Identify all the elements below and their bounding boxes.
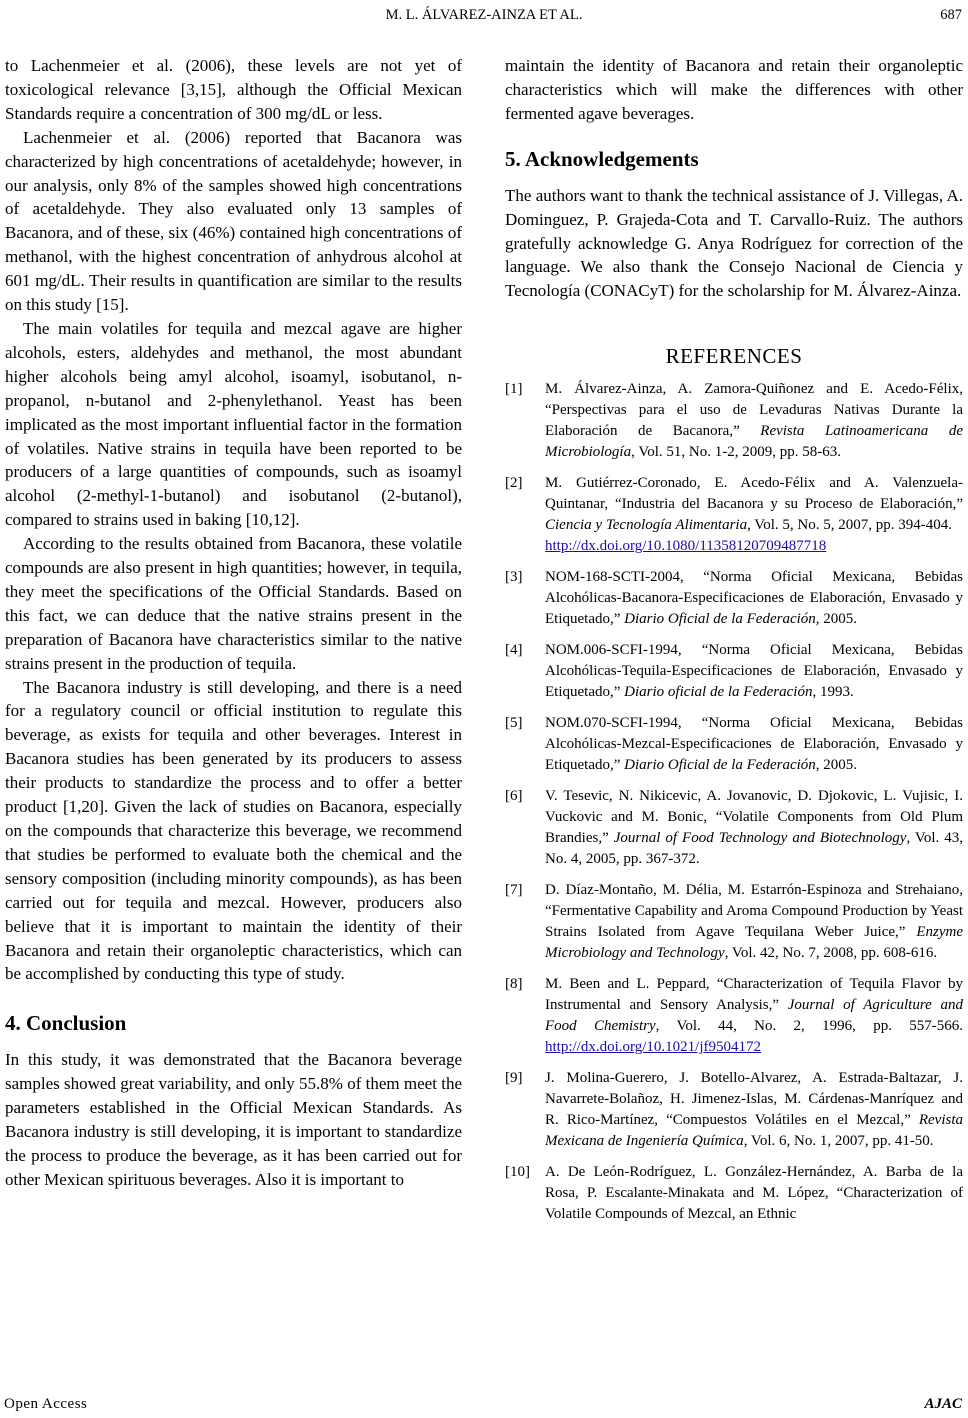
- right-column: [505, 54, 963, 1235]
- section-heading-conclusion: 4. Conclusion: [5, 1011, 127, 1036]
- reference-text: V. Tesevic, N. Nikicevic, A. Jovanovic, D. Djokovic, L. Vujisic, I. Vuckovic and M. Bonic, “Volatile Components from Old Plum Brandies,”: [545, 788, 963, 847]
- reference-journal: Journal of Agriculture and Food Chemistry: [545, 997, 963, 1035]
- reference-text: J. Molina-Guerero, J. Botello-Alvarez, A. Estrada-Baltazar, J. Navarrete-Bolañoz, H. Jimenez-Islas, M. Cárdenas-Manríquez and R. Rico-Martínez, “Compuestos Volátiles en el Mezcal,”: [545, 1070, 963, 1129]
- paragraph: to Lachenmeier et al. (2006), these levels are not yet of toxicological relevance [3,15], although the Official Mexican Standards require a concentration of 300 mg/dL or less.: [5, 56, 462, 123]
- reference-journal: Diario Oficial de la Federación: [624, 757, 816, 774]
- reference-journal: Diario Oficial de la Federación: [624, 611, 816, 628]
- reference-number: [8]: [505, 976, 523, 993]
- reference-list: [505, 379, 963, 1225]
- reference-number: [5]: [505, 715, 523, 732]
- reference-text: M. Álvarez-Ainza, A. Zamora-Quiñonez and E. Acedo-Félix, “Perspectivas para el uso de Levaduras Nativas Durante la Elaboración de Bacanora,”: [545, 381, 963, 440]
- reference-number: [4]: [505, 642, 523, 659]
- reference-journal: Ciencia y Tecnología Alimentaria: [545, 517, 748, 534]
- page-header: [0, 7, 968, 27]
- reference-details: , 1993.: [812, 684, 854, 701]
- reference-journal: Revista Latinoamericana de Microbiología: [545, 423, 963, 461]
- reference-doi-link[interactable]: http://dx.doi.org/10.1021/jf9504172: [545, 1039, 761, 1056]
- paragraph: The Bacanora industry is still developing, and there is a need for a regulatory council or official institution to regulate this beverage, as exists for tequila and other beverages. Interest in Bacanora studies has been generated by its producers to assess their products to standardize the process and to offer a better product [1,20]. Given the lack of studies on Bacanora, especially on the compounds that characterize this beverage, we recommend that studies be performed to evaluate both the chemical and the sensory composition (including minority compounds), as has been carried out for tequila and mezcal. However, producers also believe that it is important to maintain the identity of their Bacanora and retain their organoleptic characteristics, which can be accomplished by conducting this type of study.: [5, 677, 462, 984]
- paragraph: Lachenmeier et al. (2006) reported that Bacanora was characterized by high concentrations of acetaldehyde; however, in our analysis, only 8% of the samples showed high concentrations of acetaldehyde. They also evaluated only 13 samples of Bacanora, and of these, six (46%) contained high concentrations of methanol, with the highest concentration of anhydrous alcohol at 601 mg/dL. Their results in quantification are similar to the results on this study [15].: [5, 127, 462, 315]
- reference-journal: Enzyme Microbiology and Technology: [545, 924, 963, 962]
- reference-number: [9]: [505, 1070, 523, 1087]
- reference-journal: Journal of Food Technology and Biotechnology: [613, 830, 907, 847]
- reference-number: [7]: [505, 882, 523, 899]
- reference-text: NOM.006-SCFI-1994, “Norma Oficial Mexicana, Bebidas Alcohólicas-Tequila-Especificaciones de Elaboración, Envasado y Etiquetado,”: [545, 642, 963, 701]
- reference-item: [505, 640, 963, 703]
- reference-item: [505, 713, 963, 776]
- paragraph: The main volatiles for tequila and mezcal agave are higher alcohols, esters, aldehydes and methanol, the most abundant higher alcohols being amyl alcohol, isoamyl, isobutanol, n-propanol, n-butanol and 2-phenylethanol. Yeast has been implicated as the most important influential factor in the formation of volatiles. Native strains in tequila have been reported to be producers of a large quantities of compounds, such as isoamyl alcohol (2-methyl-1-butanol) and isobutanol (2-butanol), compared to strains used in baking [10,12].: [5, 318, 462, 530]
- page-number: 687: [940, 7, 962, 23]
- reference-item: [505, 786, 963, 870]
- reference-text: M. Gutiérrez-Coronado, E. Acedo-Félix and A. Valenzuela-Quintanar, “Industria del Bacanora y su Proceso de Elaboración,”: [545, 475, 963, 513]
- reference-details: , Vol. 44, No. 2, 1996, pp. 557-566.: [655, 1018, 964, 1035]
- reference-details: , Vol. 5, No. 5, 2007, pp. 394-404.: [747, 517, 952, 534]
- reference-details: , 2005.: [815, 757, 858, 774]
- reference-journal: Diario oficial de la Federación: [624, 684, 813, 701]
- reference-item: [505, 379, 963, 463]
- reference-text: M. Been and L. Peppard, “Characterization of Tequila Flavor by Instrumental and Sensory Analysis,”: [545, 976, 963, 1014]
- paragraph: According to the results obtained from Bacanora, these volatile compounds are also present in high quantities; however, in tequila, they meet the specifications of the Official Standards. Based on this fact, we can deduce that the native strains present in the preparation of Bacanora have characteristics similar to the native strains present in the production of tequila.: [5, 534, 462, 673]
- reference-details: , Vol. 42, No. 7, 2008, pp. 608-616.: [724, 945, 938, 962]
- reference-number: [6]: [505, 788, 523, 805]
- reference-text: NOM-168-SCTI-2004, “Norma Oficial Mexicana, Bebidas Alcohólicas-Bacanora-Especificaciones de Elaboración, Envasado y Etiquetado,”: [545, 569, 963, 628]
- reference-details: , 2005.: [815, 611, 858, 628]
- reference-details: , Vol. 6, No. 1, 2007, pp. 41-50.: [743, 1133, 934, 1150]
- reference-text: D. Díaz-Montaño, M. Délia, M. Estarrón-Espinoza and Strehaiano, “Fermentative Capability and Aroma Compound Production by Yeast Strains Isolated from Agave Tequilana Weber Juice,”: [545, 882, 963, 941]
- running-title: M. L. ÁLVAREZ-AINZA ET AL.: [385, 7, 583, 23]
- footer-journal-abbrev: AJAC: [924, 1396, 962, 1412]
- reference-details: , Vol. 43, No. 4, 2005, pp. 367-372.: [545, 830, 963, 868]
- reference-item: [505, 473, 963, 557]
- reference-item: [505, 974, 963, 1058]
- reference-item: [505, 1068, 963, 1152]
- section-heading-acknowledgements: 5. Acknowledgements: [505, 146, 699, 171]
- reference-details: , Vol. 51, No. 1-2, 2009, pp. 58-63.: [631, 444, 841, 461]
- page-footer: [0, 1396, 968, 1416]
- left-column: [5, 54, 462, 1192]
- paragraph: In this study, it was demonstrated that the Bacanora beverage samples showed great variability, and only 55.8% of them meet the parameters established in the Official Mexican Standards. As Bacanora industry is still developing, it is important to standardize the process to produce the beverage, as it has been carried out for other Mexican spirituous beverages. Also it is important to: [5, 1050, 462, 1189]
- references-heading: REFERENCES: [665, 344, 803, 369]
- reference-item: [505, 567, 963, 630]
- paragraph: maintain the identity of Bacanora and retain their organoleptic characteristics which will make the differences with other fermented agave beverages.: [505, 56, 963, 123]
- reference-text: NOM.070-SCFI-1994, “Norma Oficial Mexicana, Bebidas Alcohólicas-Mezcal-Especificaciones de Elaboración, Envasado y Etiquetado,”: [545, 715, 963, 774]
- reference-number: [10]: [505, 1164, 530, 1181]
- acknowledgements-text: The authors want to thank the technical assistance of J. Villegas, A. Dominguez, P. Grajeda-Cota and T. Carvallo-Ruiz. The authors gratefully acknowledge G. Anya Rodríguez for correction of the language. We also thank the Consejo Nacional de Ciencia y Tecnología (CONACyT) for the scholarship for M. Álvarez-Ainza.: [505, 185, 963, 301]
- reference-number: [3]: [505, 569, 523, 586]
- footer-open-access: Open Access: [4, 1396, 88, 1412]
- reference-item: [505, 880, 963, 964]
- reference-doi-link[interactable]: http://dx.doi.org/10.1080/11358120709487718: [545, 538, 827, 555]
- reference-number: [2]: [505, 475, 523, 492]
- reference-number: [1]: [505, 381, 523, 398]
- reference-item: [505, 1162, 963, 1225]
- reference-journal: Revista Mexicana de Ingeniería Química: [545, 1112, 963, 1150]
- reference-text: A. De León-Rodríguez, L. González-Hernández, A. Barba de la Rosa, P. Escalante-Minakata and M. López, “Characterization of Volatile Compounds of Mezcal, an Ethnic: [545, 1164, 963, 1223]
